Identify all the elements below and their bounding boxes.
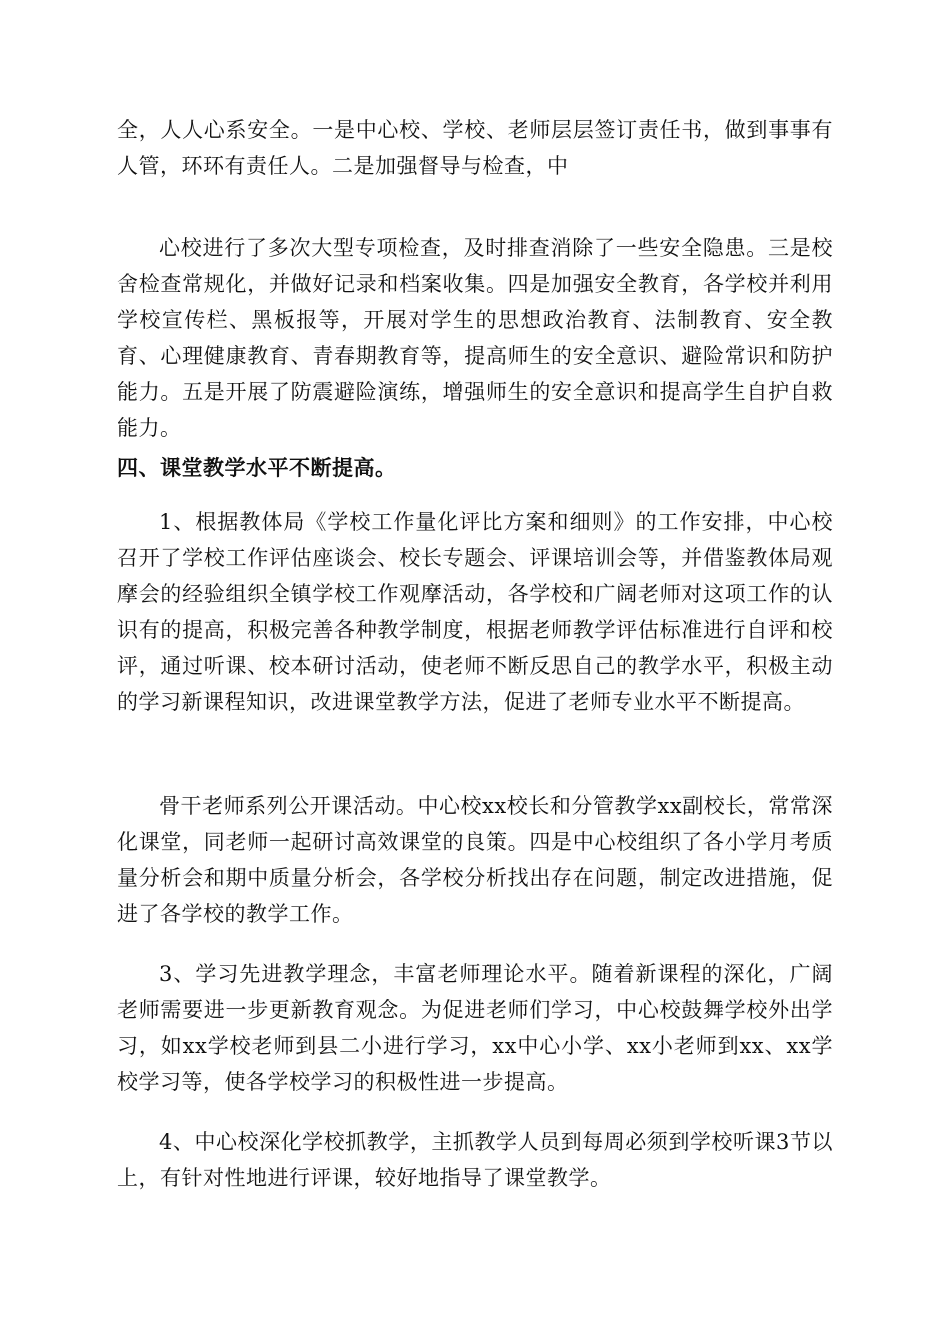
paragraph-item-4: 4、中心校深化学校抓教学，主抓教学人员到每周必须到学校听课3节以上，有针对性地进行评课，较好地指导了课堂教学。 — [117, 1130, 833, 1190]
section-heading-teaching: 四、课堂教学水平不断提高。 — [117, 456, 397, 480]
paragraph-safety-measures: 心校进行了多次大型专项检查，及时排查消除了一些安全隐患。三是校舍检查常规化，并做好记录和档案收集。四是加强安全教育，各学校并利用学校宣传栏、黑板报等，开展对学生的思想政治教育、法制教育、安全教育、心理健康教育、青春期教育等，提高师生的安全意识、避险常识和防护能力。五是开展了防震避险演练，增强师生的安全意识和提高学生自护自救能力。 — [117, 236, 833, 440]
paragraph-item-1: 1、根据教体局《学校工作量化评比方案和细则》的工作安排，中心校召开了学校工作评估座谈会、校长专题会、评课培训会等，并借鉴教体局观摩会的经验组织全镇学校工作观摩活动，各学校和广阔老师对这项工作的认识有的提高，积极完善各种教学制度，根据老师教学评估标准进行自评和校评，通过听课、校本研讨活动，使老师不断反思自己的教学水平，积极主动的学习新课程知识，改进课堂教学方法，促进了老师专业水平不断提高。 — [117, 510, 833, 714]
paragraph-safety-continued: 全，人人心系安全。一是中心校、学校、老师层层签订责任书，做到事事有人管，环环有责任人。二是加强督导与检查，中 — [117, 118, 833, 178]
paragraph-item-3: 3、学习先进教学理念，丰富老师理论水平。随着新课程的深化，广阔老师需要进一步更新教育观念。为促进老师们学习，中心校鼓舞学校外出学习，如xx学校老师到县二小进行学习，xx中心小学、xx小老师到xx、xx学校学习等，使各学校学习的积极性进一步提高。 — [117, 962, 833, 1094]
paragraph-backbone-teachers: 骨干老师系列公开课活动。中心校xx校长和分管教学xx副校长，常常深化课堂，同老师一起研讨高效课堂的良策。四是中心校组织了各小学月考质量分析会和期中质量分析会，各学校分析找出存在问题，制定改进措施，促进了各学校的教学工作。 — [117, 794, 833, 926]
